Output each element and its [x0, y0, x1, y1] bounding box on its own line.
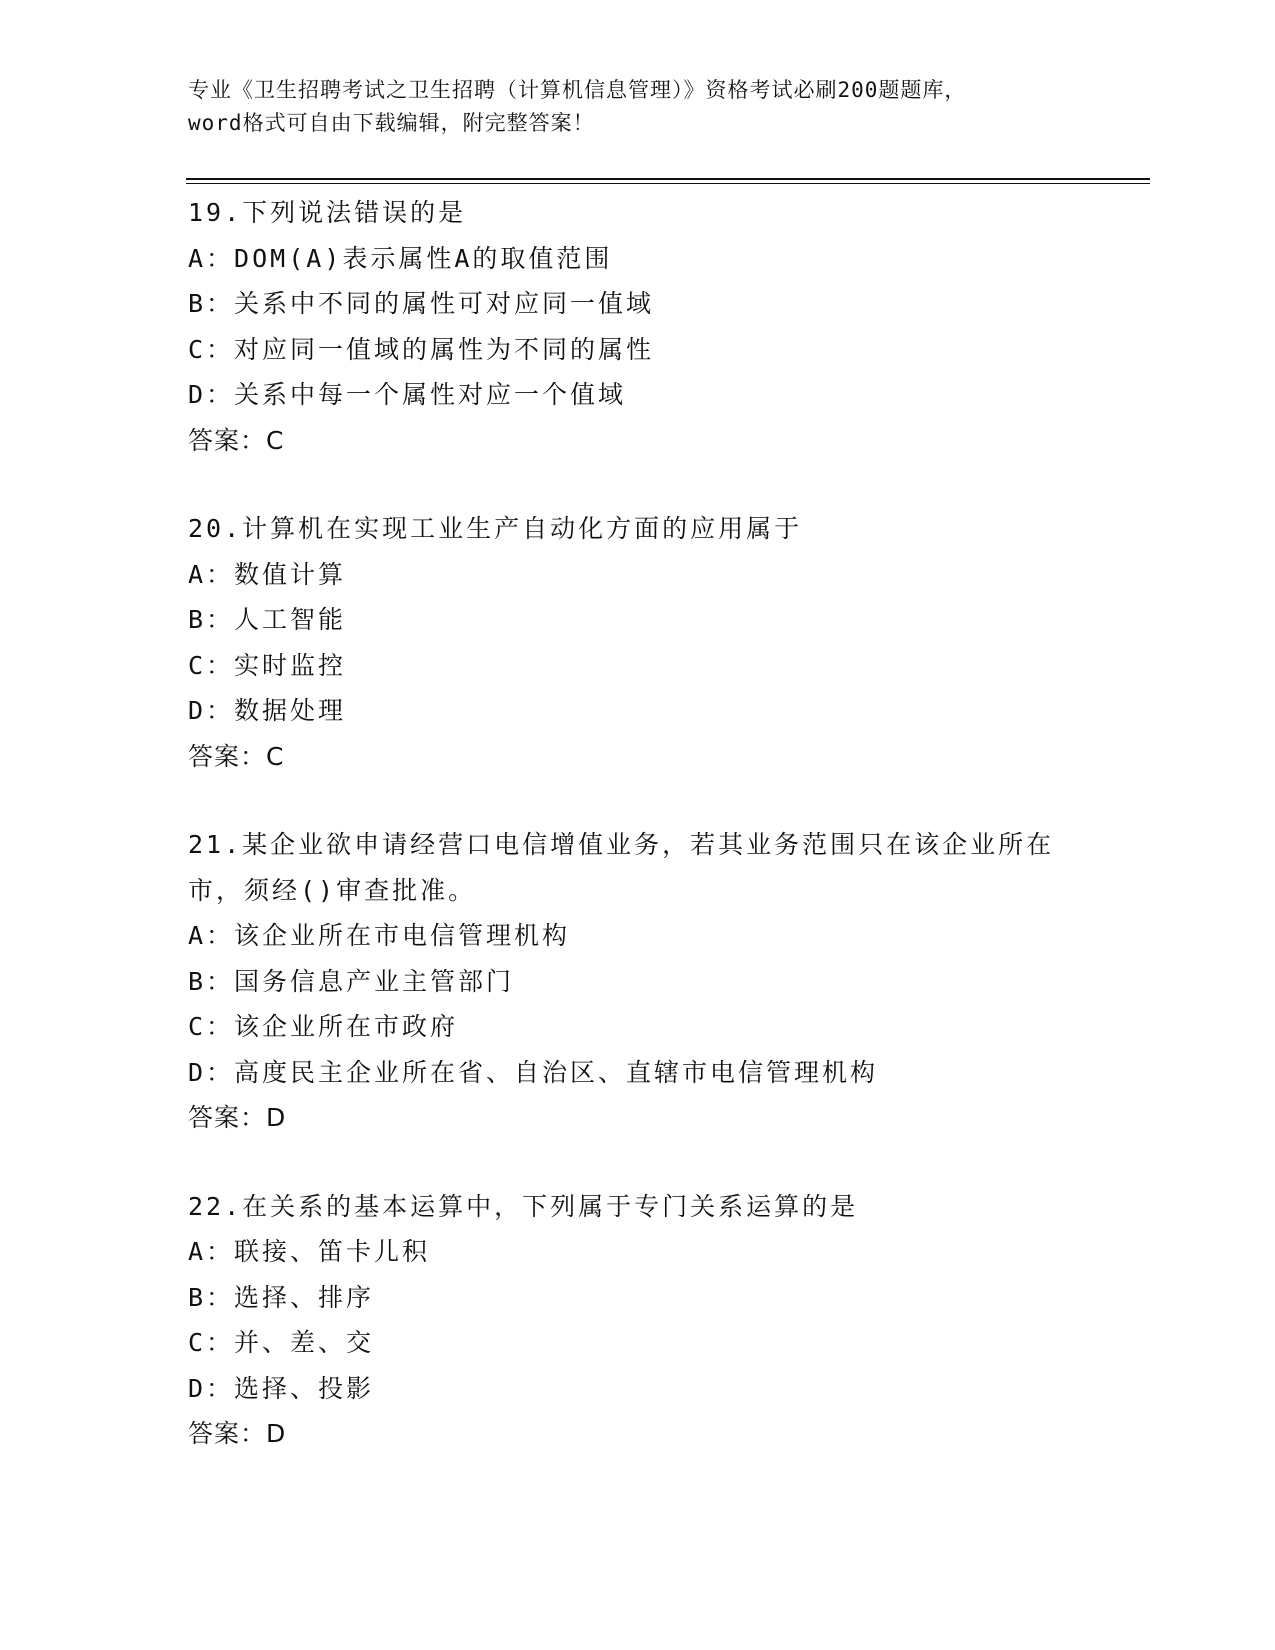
question-list — [188, 190, 1088, 1500]
option-a: A：联接、笛卡儿积 — [188, 1237, 431, 1266]
option-a: A：该企业所在市电信管理机构 — [188, 921, 571, 950]
option-d: D：数据处理 — [188, 696, 347, 725]
header-divider-thick — [186, 178, 1150, 180]
header-divider-thin — [186, 183, 1150, 184]
option-c: C：实时监控 — [188, 650, 347, 680]
option-b: B：人工智能 — [188, 605, 347, 634]
answer: 答案：C — [188, 741, 285, 771]
question-stem: 22.在关系的基本运算中，下列属于专门关系运算的是 — [188, 1191, 859, 1221]
option-a: A：数值计算 — [188, 559, 347, 589]
option-d: D：高度民主企业所在省、自治区、直辖市电信管理机构 — [188, 1057, 879, 1087]
option-c: C：并、差、交 — [188, 1328, 375, 1357]
option-d: D：关系中每一个属性对应一个值域 — [188, 380, 627, 409]
question-stem: 21.某企业欲申请经营口电信增值业务，若其业务范围只在该企业所在 — [188, 830, 1055, 859]
option-b: B：国务信息产业主管部门 — [188, 966, 515, 996]
question-stem-continued: 市，须经()审查批准。 — [188, 875, 477, 905]
document-header — [188, 74, 1088, 140]
answer: 答案：D — [188, 1103, 287, 1132]
answer: 答案：C — [188, 425, 285, 455]
header-line-1: 专业《卫生招聘考试之卫生招聘（计算机信息管理）》资格考试必刷200题题库， — [188, 78, 967, 102]
option-a: A：DOM(A)表示属性A的取值范围 — [188, 243, 613, 273]
question-22 — [188, 1184, 1088, 1457]
answer: 答案：D — [188, 1419, 287, 1448]
option-b: B：关系中不同的属性可对应同一值域 — [188, 289, 655, 318]
option-c: C：对应同一值域的属性为不同的属性 — [188, 334, 655, 364]
question-21 — [188, 822, 1088, 1141]
question-stem: 19.下列说法错误的是 — [188, 198, 467, 227]
header-line-2: word格式可自由下载编辑，附完整答案！ — [188, 111, 595, 135]
option-c: C：该企业所在市政府 — [188, 1012, 459, 1041]
question-20 — [188, 506, 1088, 779]
option-b: B：选择、排序 — [188, 1282, 375, 1312]
question-stem: 20.计算机在实现工业生产自动化方面的应用属于 — [188, 514, 803, 543]
question-19 — [188, 190, 1088, 463]
option-d: D：选择、投影 — [188, 1373, 375, 1403]
